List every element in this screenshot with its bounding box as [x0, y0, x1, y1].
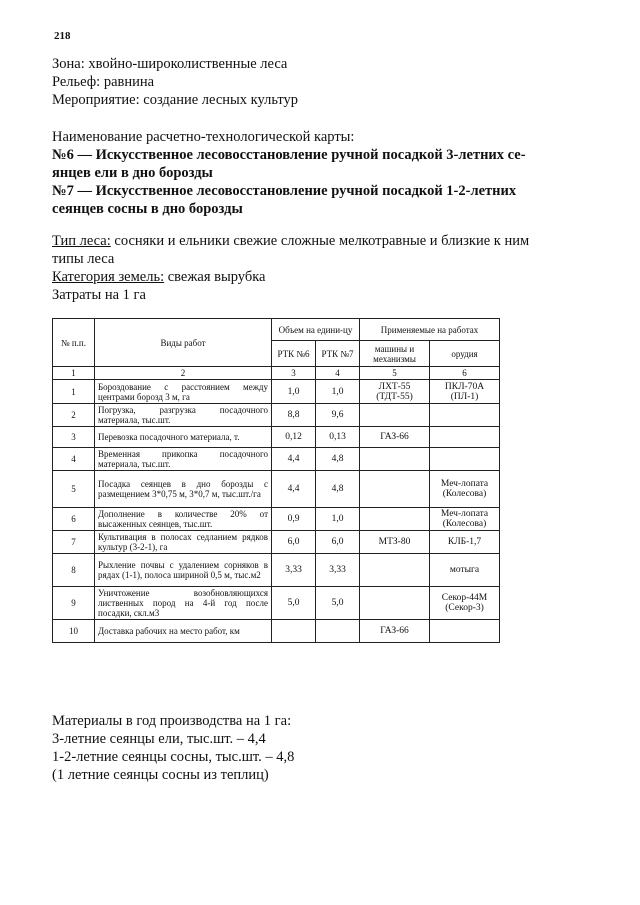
- rtk7-value: 1,0: [316, 508, 360, 531]
- works-table-body: [53, 380, 500, 643]
- table-row: [53, 380, 500, 404]
- materials-line-2: 1-2-летние сеянцы сосны, тыс.шт. – 4,8: [52, 749, 295, 765]
- table-row: [53, 471, 500, 508]
- header-tools: орудия: [430, 341, 500, 367]
- row-number: 8: [53, 554, 95, 587]
- row-number: 3: [53, 427, 95, 448]
- work-name: Временная прикопка посадочного материала, тыс.шт.: [95, 448, 272, 471]
- rtk7-value: 9,6: [316, 404, 360, 427]
- materials-line-3: (1 летние сеянцы сосны из теплиц): [52, 767, 269, 783]
- forest-type-value: сосняки и ельники свежие сложные мелкотравные и близкие к ним: [110, 233, 530, 249]
- work-name: Культивация в полосах седланием рядков культур (3-2-1), га: [95, 531, 272, 554]
- measure-line: Мероприятие: создание лесных культур: [52, 92, 299, 108]
- header-rtk6: РТК №6: [272, 341, 316, 367]
- row-number: 2: [53, 404, 95, 427]
- tools-value: [430, 427, 500, 448]
- row-number: 9: [53, 587, 95, 620]
- rtk6-value: 1,0: [272, 380, 316, 404]
- work-name: Погрузка, разгрузка посадочного материала, тыс.шт.: [95, 404, 272, 427]
- rtk7-value: 3,33: [316, 554, 360, 587]
- row-number: 10: [53, 620, 95, 643]
- table-row: [53, 587, 500, 620]
- work-name: Дополнение в количестве 20% от высаженных сеянцев, тыс.шт.: [95, 508, 272, 531]
- rtk6-value: 0,9: [272, 508, 316, 531]
- table-row: [53, 508, 500, 531]
- work-name: Бороздование с расстоянием между центрами борозд 3 м, га: [95, 380, 272, 404]
- rtk6-value: 5,0: [272, 587, 316, 620]
- materials-heading: Материалы в год производства на 1 га:: [52, 713, 292, 729]
- rtk6-value: 0,12: [272, 427, 316, 448]
- table-row: [53, 404, 500, 427]
- col-number: 4: [316, 367, 360, 380]
- tools-value: мотыга: [430, 554, 500, 587]
- land-category-label: Категория земель:: [52, 269, 165, 285]
- header-rtk7: РТК №7: [316, 341, 360, 367]
- header-machines: машины и механизмы: [360, 341, 430, 367]
- rtk7-value: [316, 620, 360, 643]
- table-row: [53, 448, 500, 471]
- forest-type-label: Тип леса:: [52, 233, 111, 249]
- tools-value: Секор-44М (Секор-3): [430, 587, 500, 620]
- machines-value: ГАЗ-66: [360, 427, 430, 448]
- work-name: Рыхление почвы с удалением сорняков в рядах (1-1), полоса шириной 0,5 м, тыс.м2: [95, 554, 272, 587]
- header-works: Виды работ: [95, 319, 272, 367]
- work-name: Перевозка посадочного материала, т.: [95, 427, 272, 448]
- tools-value: ПКЛ-70А (ПЛ-1): [430, 380, 500, 404]
- site-conditions: [52, 55, 572, 109]
- row-number: 4: [53, 448, 95, 471]
- rtk7-value: 4,8: [316, 448, 360, 471]
- table-row: [53, 427, 500, 448]
- materials-block: [52, 712, 572, 784]
- col-number: 5: [360, 367, 430, 380]
- machines-value: ГАЗ-66: [360, 620, 430, 643]
- forest-type-cont: типы леса: [52, 251, 115, 267]
- col-number: 3: [272, 367, 316, 380]
- header-applied: Применяемые на работах: [360, 319, 500, 341]
- table-row: [53, 531, 500, 554]
- header-num: № п.п.: [53, 319, 95, 367]
- land-category-value: свежая вырубка: [164, 269, 266, 285]
- rtk7-value: 0,13: [316, 427, 360, 448]
- work-name: Посадка сеянцев в дно борозды с размещением 3*0,75 м, 3*0,7 м, тыс.шт./га: [95, 471, 272, 508]
- card-heading: Наименование расчетно-технологической карты:: [52, 129, 355, 145]
- zone-line: Зона: хвойно-широколиственные леса: [52, 56, 288, 72]
- row-number: 6: [53, 508, 95, 531]
- machines-value: [360, 587, 430, 620]
- table-row: [53, 620, 500, 643]
- tools-value: [430, 404, 500, 427]
- row-number: 1: [53, 380, 95, 404]
- col-number: 1: [53, 367, 95, 380]
- machines-value: [360, 404, 430, 427]
- work-name: Доставка рабочих на место работ, км: [95, 620, 272, 643]
- rtk6-value: 4,4: [272, 471, 316, 508]
- card-title-block: [52, 128, 572, 218]
- tools-value: [430, 620, 500, 643]
- column-numbers-row: [53, 367, 500, 380]
- card-item-6-line1: №6 — Искусственное лесовосстановление ручной посадкой 3-летних се-: [52, 147, 526, 163]
- machines-value: [360, 554, 430, 587]
- machines-value: МТЗ-80: [360, 531, 430, 554]
- rtk6-value: 8,8: [272, 404, 316, 427]
- rtk7-value: 4,8: [316, 471, 360, 508]
- machines-value: [360, 471, 430, 508]
- rtk6-value: 4,4: [272, 448, 316, 471]
- col-number: 6: [430, 367, 500, 380]
- card-item-6-line2: янцев ели в дно борозды: [52, 165, 213, 181]
- tools-value: Меч-лопата (Колесова): [430, 471, 500, 508]
- rtk6-value: 3,33: [272, 554, 316, 587]
- rtk7-value: 1,0: [316, 380, 360, 404]
- row-number: 5: [53, 471, 95, 508]
- machines-value: ЛХТ-55 (ТДТ-55): [360, 380, 430, 404]
- machines-value: [360, 508, 430, 531]
- card-item-7-line2: сеянцев сосны в дно борозды: [52, 201, 243, 217]
- land-category-line: [52, 268, 572, 286]
- works-table: [52, 318, 500, 643]
- materials-line-1: 3-летние сеянцы ели, тыс.шт. – 4,4: [52, 731, 266, 747]
- row-number: 7: [53, 531, 95, 554]
- header-volume: Объем на едини-цу: [272, 319, 360, 341]
- page-number: 218: [54, 30, 71, 42]
- forest-block: [52, 232, 572, 304]
- rtk6-value: [272, 620, 316, 643]
- costs-line: Затраты на 1 га: [52, 287, 146, 303]
- table-row: [53, 554, 500, 587]
- work-name: Уничтожение возобновляющихся лиственных пород на 4-й год после посадки, скл.м3: [95, 587, 272, 620]
- tools-value: КЛБ-1,7: [430, 531, 500, 554]
- rtk6-value: 6,0: [272, 531, 316, 554]
- rtk7-value: 6,0: [316, 531, 360, 554]
- forest-type-line: [52, 232, 572, 250]
- tools-value: [430, 448, 500, 471]
- card-item-7-line1: №7 — Искусственное лесовосстановление ручной посадкой 1-2-летних: [52, 183, 517, 199]
- col-number: 2: [95, 367, 272, 380]
- relief-line: Рельеф: равнина: [52, 74, 155, 90]
- machines-value: [360, 448, 430, 471]
- rtk7-value: 5,0: [316, 587, 360, 620]
- tools-value: Меч-лопата (Колесова): [430, 508, 500, 531]
